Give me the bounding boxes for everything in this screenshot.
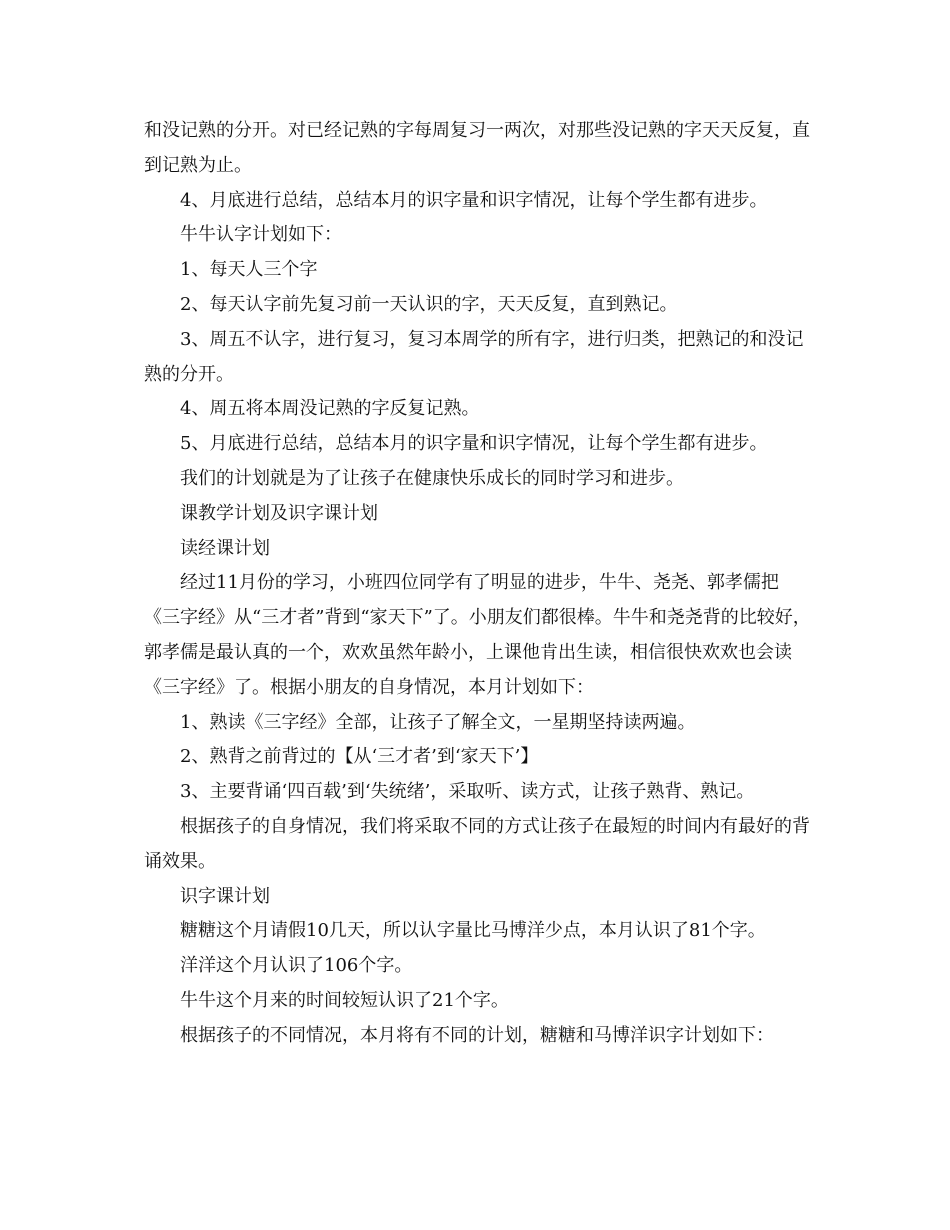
paragraph: 我们的计划就是为了让孩子在健康快乐成长的同时学习和进步。 (180, 467, 684, 489)
paragraph: 1、每天人三个字 (180, 259, 318, 281)
paragraph: 洋洋这个月认识了106个字。 (180, 955, 413, 977)
paragraph: 牛牛认字计划如下： (180, 224, 342, 246)
paragraph: 牛牛这个月来的时间较短认识了21个字。 (180, 989, 509, 1011)
section-heading: 课教学计划及识字课计划 (180, 502, 378, 524)
section-heading: 读经课计划 (180, 537, 270, 559)
paragraph: 2、熟背之前背过的【从‘三才者’到‘家天下’】 (180, 746, 539, 768)
paragraph: 2、每天认字前先复习前一天认识的字，天天反复，直到熟记。 (180, 293, 678, 315)
paragraph: 3、周五不认字，进行复习，复习本周学的所有字，进行归类，把熟记的和没记熟的分开。 (144, 328, 804, 385)
paragraph: 4、月底进行总结，总结本月的识字量和识字情况，让每个学生都有进步。 (180, 189, 768, 211)
paragraph: 经过11月份的学习，小班四位同学有了明显的进步，牛牛、尧尧、郭孝儒把《三字经》从“三才者”背到“家天下”了。小朋友们都很棒。牛牛和尧尧背的比较好，郭孝儒是最认真的一个，欢欢虽然年龄小，上课他肯出生读，相信很快欢欢也会读《三字经》了。根据小朋友的自身情况，本月计划如下： (144, 572, 811, 698)
paragraph: 和没记熟的分开。对已经记熟的字每周复习一两次，对那些没记熟的字天天反复，直到记熟为止。 (144, 120, 810, 176)
paragraph: 4、周五将本周没记熟的字反复记熟。 (180, 398, 480, 420)
paragraph: 根据孩子的不同情况，本月将有不同的计划，糖糖和马博洋识字计划如下： (180, 1024, 774, 1046)
paragraph: 5、月底进行总结，总结本月的识字量和识字情况，让每个学生都有进步。 (180, 433, 768, 455)
section-heading: 识字课计划 (180, 885, 270, 907)
paragraph: 1、熟读《三字经》全部，让孩子了解全文，一星期坚持读两遍。 (180, 711, 696, 733)
paragraph: 3、主要背诵‘四百载’到‘失统绪’，采取听、读方式，让孩子熟背、熟记。 (180, 781, 755, 803)
paragraph: 根据孩子的自身情况，我们将采取不同的方式让孩子在最短的时间内有最好的背诵效果。 (144, 815, 810, 872)
paragraph: 糖糖这个月请假10几天，所以认字量比马博洋少点，本月认识了81个字。 (180, 920, 766, 942)
document-body (144, 114, 814, 1054)
